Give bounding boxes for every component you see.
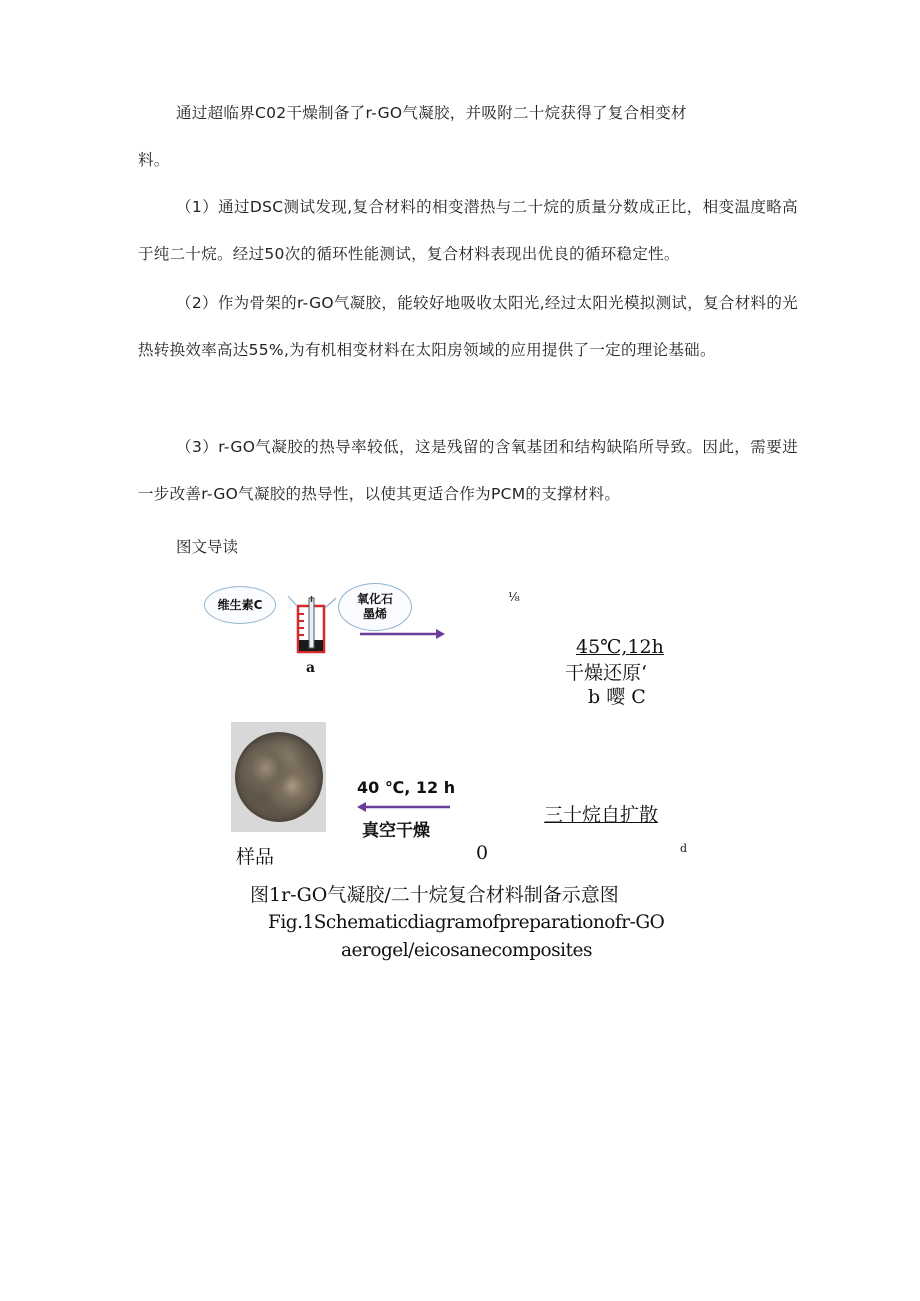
conclusion-item-3: （3）r-GO气凝胶的热导率较低，这是残留的含氧基团和结构缺陷所导致。因此，需要进一步改善r-GO气凝胶的热导性，以使其更适合作为PCM的支撑材料。 xyxy=(138,438,798,503)
bubble-vitamin-c-label: 维生素C xyxy=(217,597,263,612)
condition-vacuum-text: 真空干燥 xyxy=(362,821,430,841)
intro-line-1: 通过超临界C02干燥制备了r-GO气凝胶，并吸附二十烷获得了复合相变材 xyxy=(176,104,687,122)
label-b-line: b 嘤 C xyxy=(588,686,646,708)
label-d: d xyxy=(680,842,688,855)
arrow-left-icon xyxy=(356,800,452,814)
figure-caption-cn: 图1r-GO气凝胶/二十烷复合材料制备示意图 xyxy=(250,884,619,906)
bubble-vitamin-c xyxy=(204,586,276,624)
conclusion-item-2: （2）作为骨架的r-GO气凝胶，能较好地吸收太阳光,经过太阳光模拟测试，复合材料的光热转换效率高达55%,为有机相变材料在太阳房领域的应用提供了一定的理论基础。 xyxy=(138,294,798,359)
section-title-guide: 图文导读 xyxy=(176,538,239,556)
label-a: a xyxy=(306,660,316,676)
condition-reduce-temp: 45℃,12h xyxy=(576,636,664,658)
mark-fraction: ⅛ xyxy=(508,590,520,604)
bubble-graphene-oxide xyxy=(338,583,412,631)
bubble-graphene-oxide-label: 氧化石墨烯 xyxy=(356,592,393,621)
conclusion-item-1: （1）通过DSC测试发现,复合材料的相变潜热与二十烷的质量分数成正比，相变温度略高于纯二十烷。经过50次的循环性能测试，复合材料表现出优良的循环稳定性。 xyxy=(138,198,798,263)
arrow-right-icon xyxy=(358,627,446,641)
sample-disc xyxy=(235,732,323,822)
diffusion-label: 三十烷自扩散 xyxy=(544,804,659,826)
figure-caption-en-1: Fig.1Schematicdiagramofpreparationofr-GO xyxy=(268,912,665,933)
figure-caption-en-2: aerogel/eicosanecomposites xyxy=(341,940,592,961)
condition-reduce-text: 干燥还原‘ xyxy=(565,662,648,684)
intro-paragraph xyxy=(138,90,798,184)
intro-line-2: 料。 xyxy=(138,151,170,169)
label-sample: 样品 xyxy=(236,846,275,868)
condition-vacuum-temp: 40 ℃, 12 h xyxy=(357,778,456,797)
beaker-icon xyxy=(284,596,340,662)
sample-photo xyxy=(231,722,326,832)
label-zero: 0 xyxy=(476,842,489,864)
